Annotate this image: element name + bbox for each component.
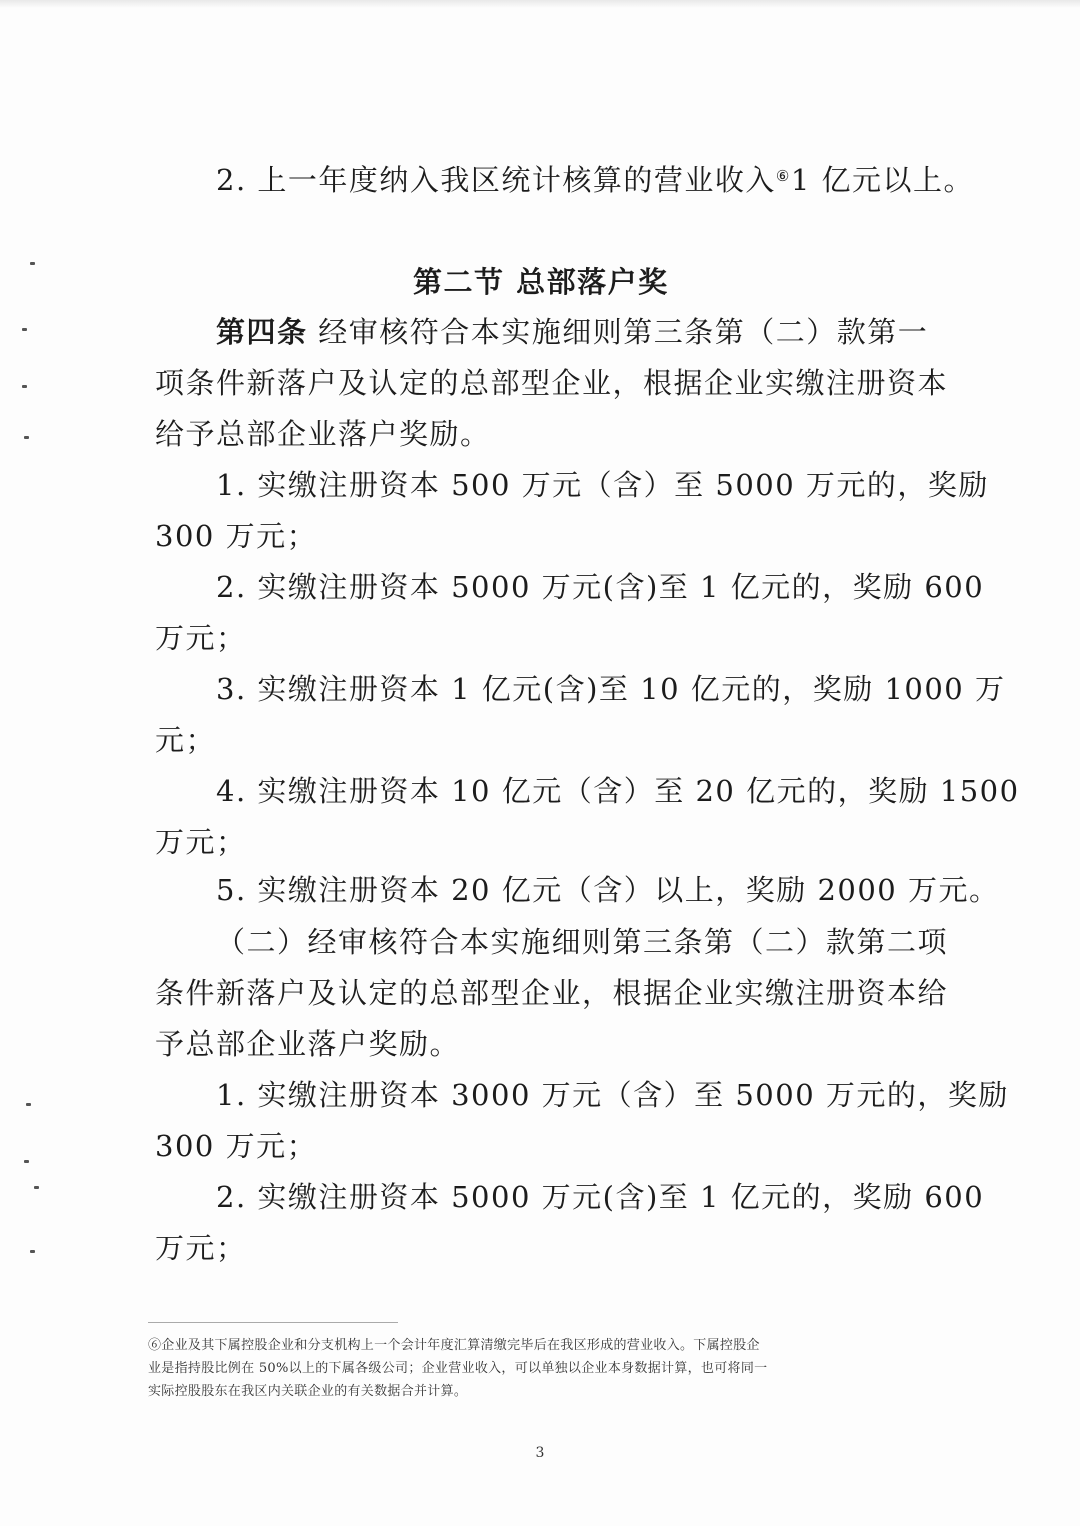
reward-item-1: 1. 实缴注册资本 500 万元（含）至 5000 万元的，奖励: [216, 468, 989, 502]
reward-b-item-2-cont: 万元；: [155, 1231, 247, 1265]
article-text: 经审核符合本实施细则第三条第（二）款第一: [318, 315, 929, 349]
footnote-line-2: 业是指持股比例在 50%以上的下属各级公司；企业营业收入，可以单独以企业本身数据计算，也可将同一: [148, 1361, 768, 1376]
clause-item-2: [216, 162, 974, 198]
scan-mark: [24, 1160, 29, 1163]
scan-mark: [22, 328, 27, 331]
scan-mark: [34, 1186, 39, 1189]
reward-item-5: 5. 实缴注册资本 20 亿元（含）以上，奖励 2000 万元。: [216, 873, 1000, 907]
reward-b-item-1-cont: 300 万元；: [155, 1129, 318, 1163]
reward-b-item-2: 2. 实缴注册资本 5000 万元(含)至 1 亿元的，奖励 600: [216, 1180, 985, 1214]
reward-item-2-cont: 万元；: [155, 621, 247, 655]
article-4-line-1: [216, 314, 928, 350]
footnote-line-1: ⑥企业及其下属控股企业和分支机构上一个会计年度汇算清缴完毕后在我区形成的营业收入。下属控股企: [148, 1338, 760, 1353]
article-4-line-3: 给予总部企业落户奖励。: [155, 417, 491, 451]
reward-item-4-cont: 万元；: [155, 825, 247, 859]
reward-item-3: 3. 实缴注册资本 1 亿元(含)至 10 亿元的，奖励 1000 万: [216, 672, 1006, 706]
scan-mark: [30, 1250, 35, 1253]
article-4-line-2: 项条件新落户及认定的总部型企业，根据企业实缴注册资本: [155, 366, 949, 400]
scan-mark: [26, 1103, 31, 1106]
scan-mark: [30, 262, 35, 265]
footnote-ref: ⑥: [775, 167, 791, 185]
article-label: 第四条: [216, 315, 308, 349]
clause-text-tail: 1 亿元以上。: [790, 163, 975, 197]
reward-item-3-cont: 元；: [155, 723, 217, 757]
scan-top-edge: [0, 0, 1080, 8]
section-heading: 第二节 总部落户奖: [413, 265, 669, 299]
reward-item-2: 2. 实缴注册资本 5000 万元(含)至 1 亿元的，奖励 600: [216, 570, 985, 604]
clause-text: 2. 上一年度纳入我区统计核算的营业收入: [216, 163, 776, 197]
clause-2-line-2: 条件新落户及认定的总部型企业，根据企业实缴注册资本给: [155, 976, 949, 1010]
footnote-divider: [148, 1322, 398, 1323]
scan-mark: [24, 436, 29, 439]
page-number: 3: [535, 1445, 545, 1461]
reward-item-4: 4. 实缴注册资本 10 亿元（含）至 20 亿元的，奖励 1500: [216, 774, 1020, 808]
clause-2-line-3: 予总部企业落户奖励。: [155, 1027, 461, 1061]
clause-2-line-1: （二）经审核符合本实施细则第三条第（二）款第二项: [216, 925, 949, 959]
footnote-line-3: 实际控股股东在我区内关联企业的有关数据合并计算。: [148, 1384, 468, 1399]
reward-item-1-cont: 300 万元；: [155, 519, 318, 553]
scan-mark: [22, 385, 27, 388]
reward-b-item-1: 1. 实缴注册资本 3000 万元（含）至 5000 万元的，奖励: [216, 1078, 1009, 1112]
